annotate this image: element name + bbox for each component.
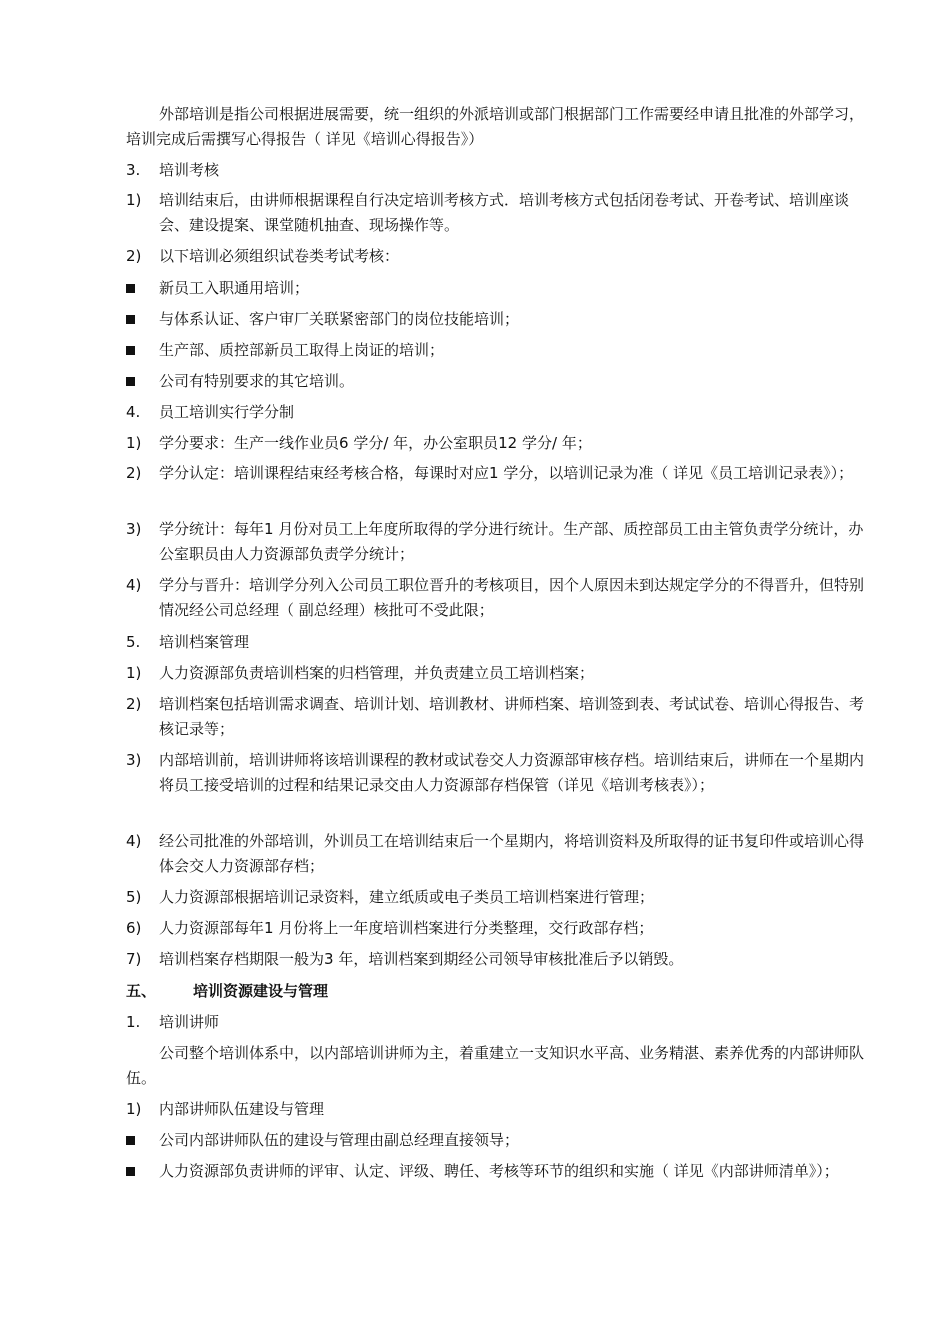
list-item [126,829,866,879]
paragraph-trainers: 公司整个培训体系中，以内部培训讲师为主，着重建立一支知识水平高、业务精湛、素养优秀的内部讲师队伍。 [126,1044,865,1087]
list-text: 学分认定：培训课程结束经考核合格，每课时对应1 学分，以培训记录为准（ 详见《员工培训记录表》）； [159,464,854,482]
list-text: 经公司批准的外部培训，外训员工在培训结束后一个星期内，将培训资料及所取得的证书复印件或培训心得体会交人力资源部存档； [159,832,865,875]
chapter-title: 培训资源建设与管理 [193,982,329,1000]
list-text: 以下培训必须组织试卷类考试考核： [159,247,400,265]
square-bullet-icon [126,276,156,301]
list-text: 培训结束后，由讲师根据课程自行决定培训考核方式．培训考核方式包括闭卷考试、开卷考试、培训座谈会、建设提案、课堂随机抽查、现场操作等。 [159,191,850,234]
list-marker: 4) [126,576,142,594]
list-text: 内部培训前，培训讲师将该培训课程的教材或试卷交人力资源部审核存档。培训结束后，讲师在一个星期内将员工接受培训的过程和结果记录交由人力资源部存档保管（详见《培训考核表》）； [159,751,865,794]
list-marker: 4) [126,832,142,850]
chapter-5-heading [126,979,866,1004]
section-number: 4. [126,403,141,421]
list-text: 学分与晋升：培训学分列入公司员工职位晋升的考核项目，因个人原因未到达规定学分的不得晋升，但特别情况经公司总经理（ 副总经理）核批可不受此限； [159,576,865,619]
bullet-text: 生产部、质控部新员工取得上岗证的培训； [159,341,445,359]
list-item [126,573,866,623]
section-number: 3. [126,161,141,179]
list-marker: 1) [126,191,142,209]
list-text: 人力资源部每年1 月份将上一年度培训档案进行分类整理，交行政部存档； [159,919,654,937]
square-bullet-icon [126,338,156,363]
square-bullet-icon [126,1159,156,1184]
list-item [126,692,866,742]
list-marker: 2) [126,464,142,482]
list-item [126,916,866,941]
list-item [126,1097,866,1122]
list-item [126,748,866,798]
list-item [126,188,866,238]
list-item [126,461,866,486]
bullet-text: 人力资源部负责讲师的评审、认定、评级、聘任、考核等环节的组织和实施（ 详见《内部讲师清单》）； [159,1162,839,1180]
list-text: 培训档案包括培训需求调查、培训计划、培训教材、讲师档案、培训签到表、考试试卷、培训心得报告、考核记录等； [159,695,865,738]
bullet-item [126,338,866,363]
section-title: 培训讲师 [159,1013,220,1031]
section-4-heading [126,400,866,425]
section-title: 培训档案管理 [159,633,250,651]
section-1-heading [126,1010,866,1035]
list-marker: 3) [126,751,142,769]
bullet-item [126,1128,866,1153]
bullet-text: 与体系认证、客户审厂关联紧密部门的岗位技能培训； [159,310,520,328]
list-marker: 6) [126,919,142,937]
section-title: 培训考核 [159,161,220,179]
list-item [126,431,866,456]
list-text: 学分统计：每年1 月份对员工上年度所取得的学分进行统计。生产部、质控部员工由主管负责学分统计，办公室职员由人力资源部负责学分统计； [159,520,864,563]
chapter-number: 五、 [126,982,157,1000]
bullet-item [126,307,866,332]
bullet-text: 公司有特别要求的其它培训。 [159,372,355,390]
list-marker: 5) [126,888,142,906]
section-5-heading [126,630,866,655]
list-text: 人力资源部负责培训档案的归档管理，并负责建立员工培训档案； [159,664,595,682]
list-marker: 1) [126,1100,142,1118]
bullet-item [126,1159,866,1184]
list-item [126,661,866,686]
section-number: 5. [126,633,141,651]
list-text: 人力资源部根据培训记录资料，建立纸质或电子类员工培训档案进行管理； [159,888,655,906]
list-marker: 2) [126,695,142,713]
list-item [126,885,866,910]
bullet-text: 新员工入职通用培训； [159,279,310,297]
list-text: 学分要求：生产一线作业员6 学分/ 年，办公室职员12 学分/ 年； [159,434,592,452]
list-item [126,244,866,269]
section-3-heading [126,158,866,183]
bullet-item [126,276,866,301]
section-number: 1. [126,1013,141,1031]
bullet-item [126,369,866,394]
square-bullet-icon [126,307,156,332]
list-text: 培训档案存档期限一般为3 年，培训档案到期经公司领导审核批准后予以销毁。 [159,950,684,968]
list-marker: 1) [126,434,142,452]
bullet-text: 公司内部讲师队伍的建设与管理由副总经理直接领导； [159,1131,520,1149]
list-marker: 2) [126,247,142,265]
square-bullet-icon [126,369,156,394]
list-item [126,517,866,567]
section-title: 员工培训实行学分制 [159,403,295,421]
paragraph-external-training: 外部培训是指公司根据进展需要，统一组织的外派培训或部门根据部门工作需要经申请且批准的外部学习，培训完成后需撰写心得报告（ 详见《培训心得报告》） [126,105,865,148]
list-marker: 3) [126,520,142,538]
list-marker: 1) [126,664,142,682]
square-bullet-icon [126,1128,156,1153]
list-text: 内部讲师队伍建设与管理 [159,1100,325,1118]
list-item [126,947,866,972]
list-marker: 7) [126,950,142,968]
